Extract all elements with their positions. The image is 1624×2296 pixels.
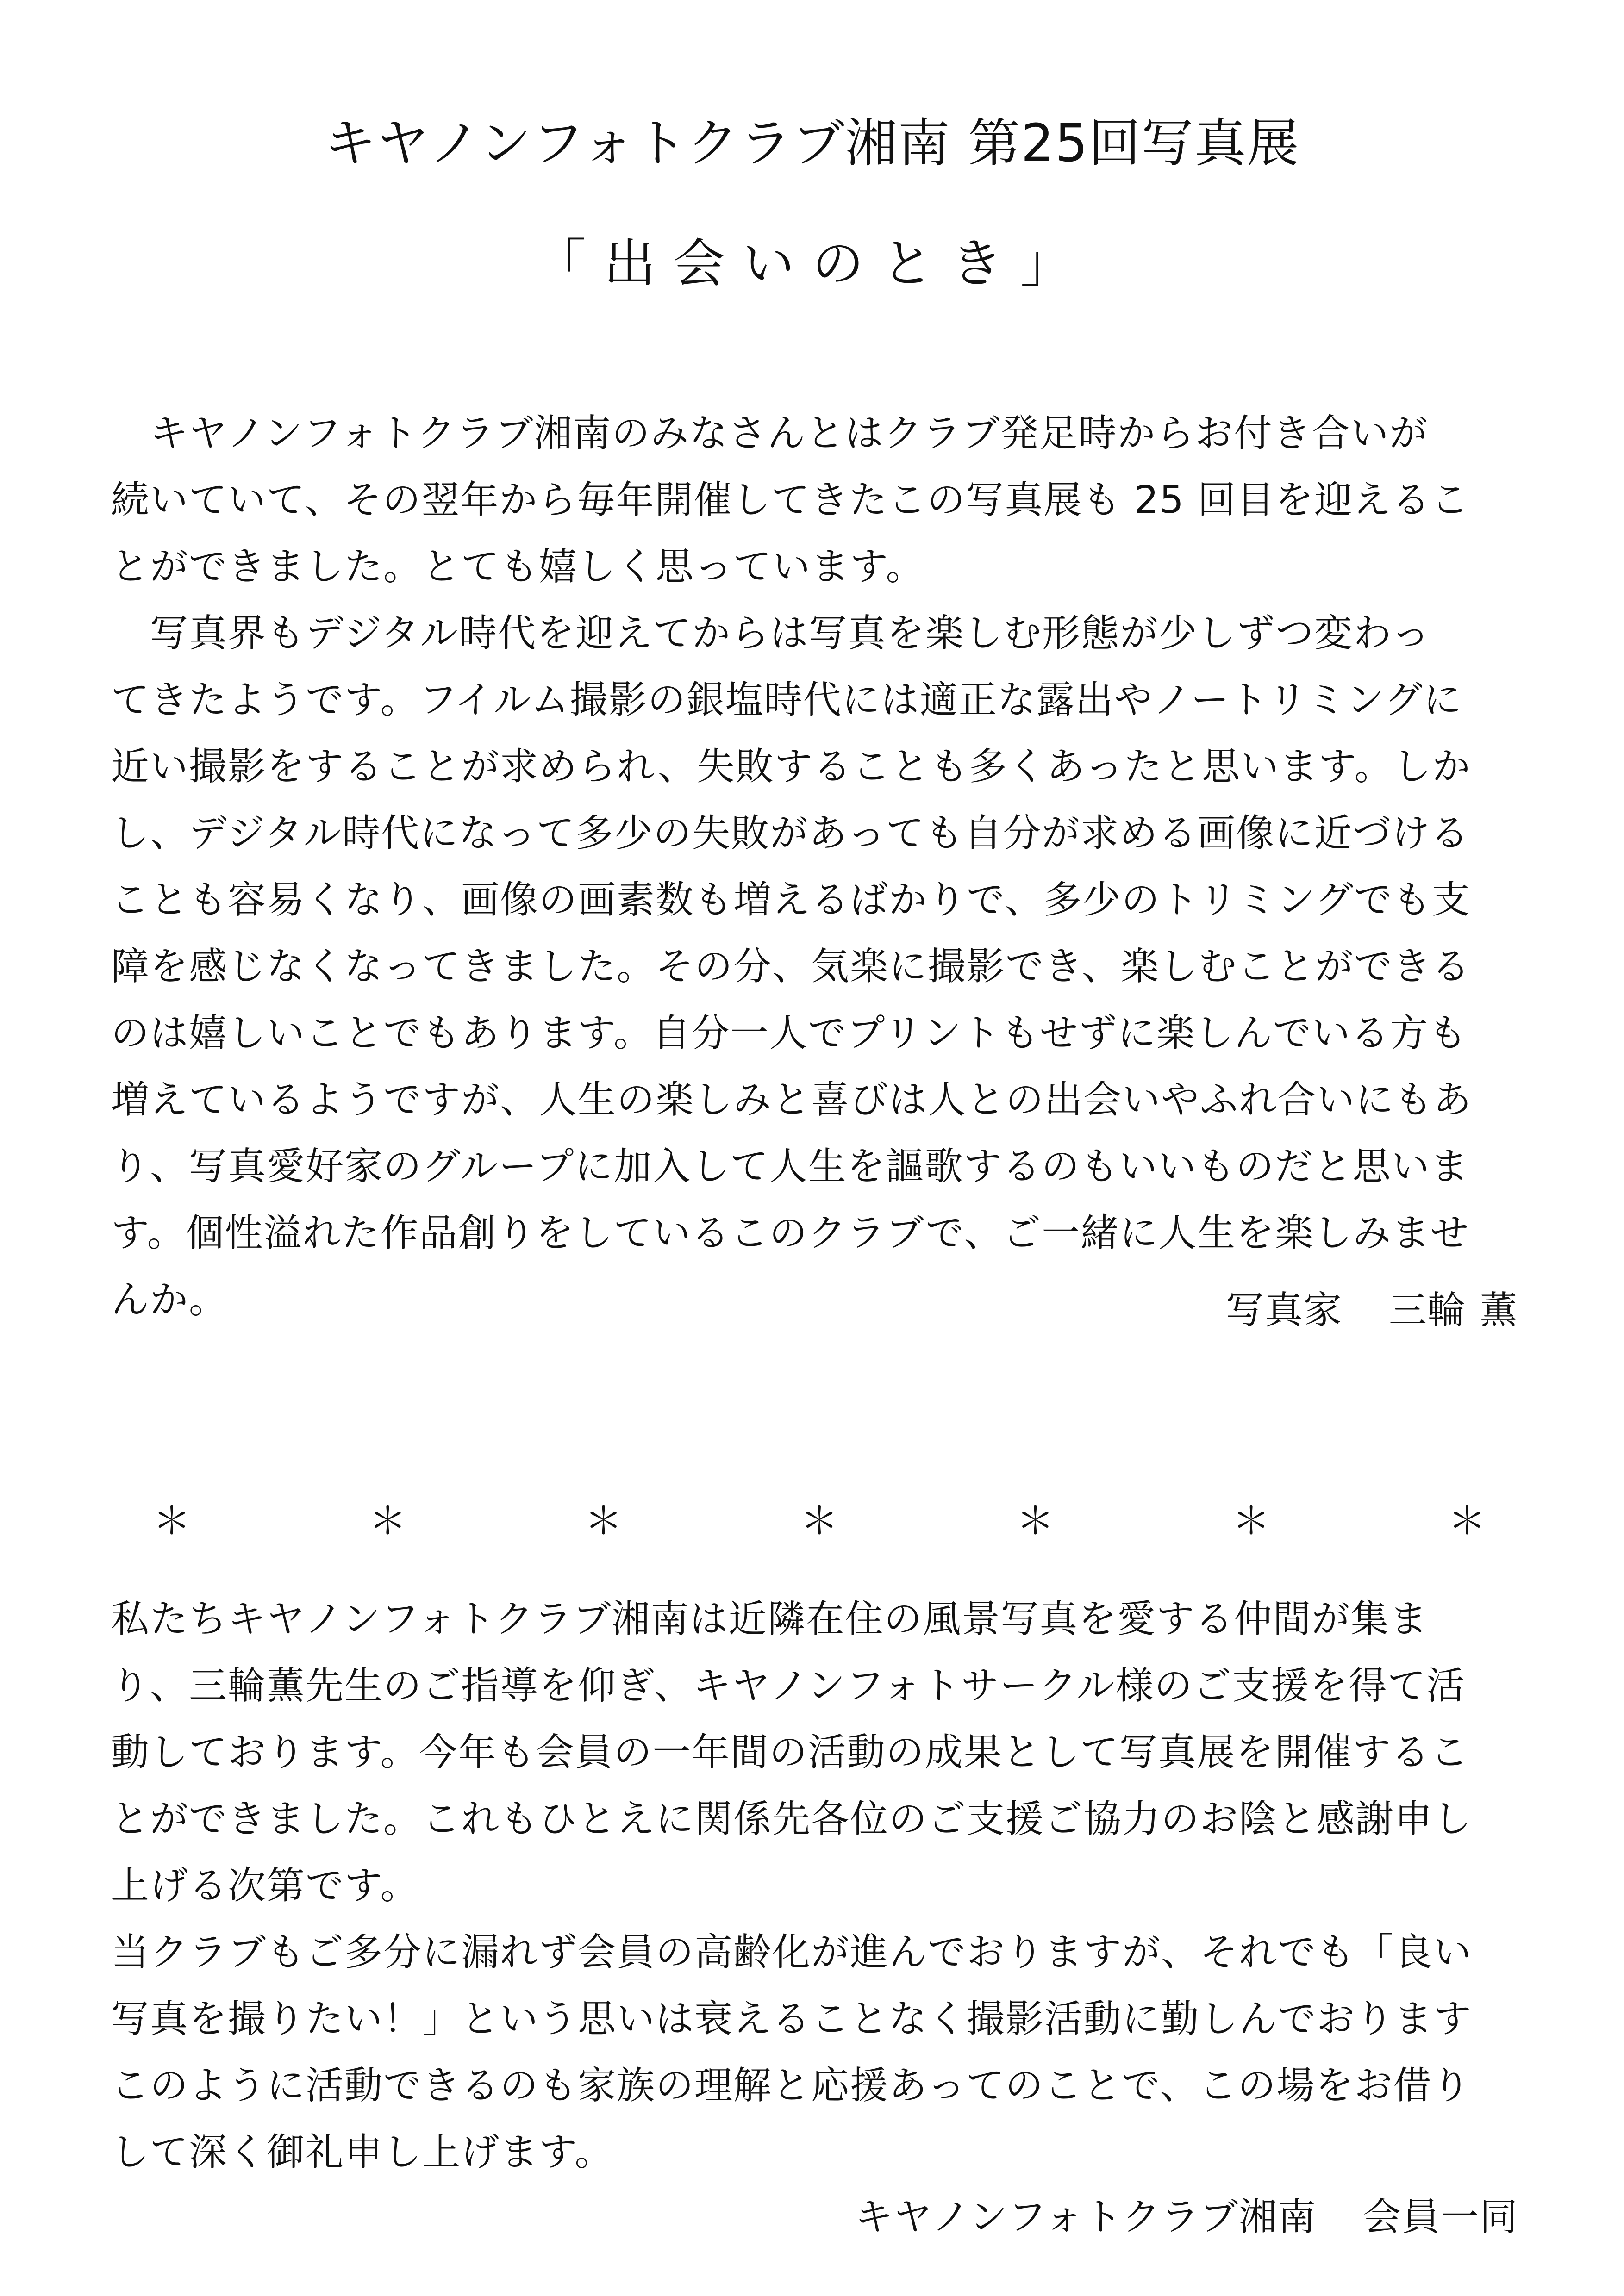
separator-mark: ＊ — [1232, 1499, 1270, 1543]
signature-members: 会員一同 — [1362, 2195, 1518, 2239]
text-line: して深く御礼申し上げます。 — [111, 2130, 614, 2174]
separator-mark: ＊ — [584, 1499, 623, 1543]
text-line: ことも容易くなり、画像の画素数も増えるばかりで、多少のトリミングでも支 — [111, 878, 1471, 922]
text-line: 当クラブもご多分に漏れず会員の高齢化が進んでおりますが、それでも「良い — [111, 1930, 1473, 1974]
club-message — [111, 1586, 1518, 2186]
text-line: 写真を撮りたい！」という思いは衰えることなく撮影活動に勤しんでおります — [111, 1997, 1473, 2041]
text-line: 近い撮影をすることが求められ、失敗することも多くあったと思います。しか — [111, 745, 1471, 789]
exhibition-subtitle: 「出会いのとき」 — [534, 234, 1090, 294]
text-line: 障を感じなくなってきました。その分、気楽に撮影でき、楽しむことができる — [111, 945, 1471, 989]
text-line: のは嬉しいことでもあります。自分一人でプリントもせずに楽しんでいる方も — [111, 1011, 1468, 1055]
club-signature — [855, 2184, 1518, 2251]
signature-org: キヤノンフォトクラブ湘南 — [855, 2195, 1317, 2239]
text-line: 増えているようですが、人生の楽しみと喜びは人との出会いやふれ合いにもあ — [111, 1078, 1473, 1122]
separator-mark: ＊ — [369, 1499, 407, 1543]
text-line: し、デジタル時代になって多少の失敗があっても自分が求める画像に近づける — [111, 811, 1470, 855]
text-line: このように活動できるのも家族の理解と応援あってのことで、この場をお借り — [111, 2064, 1471, 2108]
text-line: 動しております。今年も会員の一年間の活動の成果として写真展を開催するこ — [111, 1730, 1469, 1774]
text-line: 上げる次第です。 — [111, 1864, 419, 1908]
signature-name: 三輪 薫 — [1388, 1288, 1518, 1332]
text-line: 私たちキヤノンフォトクラブ湘南は近隣在住の風景写真を愛する仲間が集ま — [111, 1597, 1429, 1641]
page-title: キヤノンフォトクラブ湘南 第25回写真展 — [324, 113, 1300, 174]
separator-mark: ＊ — [153, 1499, 191, 1543]
signature-role: 写真家 — [1225, 1288, 1343, 1332]
text-line: り、三輪薫先生のご指導を仰ぎ、キヤノンフォトサークル様のご支援を得て活 — [111, 1664, 1466, 1708]
separator-mark: ＊ — [1016, 1499, 1055, 1543]
photographer-signature — [1226, 1277, 1518, 1344]
text-line: す。個性溢れた作品創りをしているこのクラブで、ご一緒に人生を楽しみませ — [111, 1211, 1470, 1255]
text-line: とができました。とても嬉しく思っています。 — [111, 545, 925, 589]
text-line: キヤノンフォトクラブ湘南のみなさんとはクラブ発足時からお付き合いが — [111, 411, 1429, 455]
separator-mark: ＊ — [800, 1499, 838, 1543]
text-line: てきたようです。フイルム撮影の銀塩時代には適正な露出やノートリミングに — [111, 678, 1462, 722]
text-line: 続いていて、その翌年から毎年開催してきたこの写真展も 25 回目を迎えるこ — [111, 478, 1470, 522]
text-line: り、写真愛好家のグループに加入して人生を謳歌するのもいいものだと思いま — [111, 1145, 1469, 1188]
text-line: とができました。これもひとえに関係先各位のご支援ご協力のお陰と感謝申し — [111, 1797, 1473, 1841]
text-line: んか。 — [111, 1278, 228, 1322]
text-line: 写真界もデジタル時代を迎えてからは写真を楽しむ形態が少しずつ変わっ — [111, 611, 1431, 655]
asterisk-separator — [153, 1488, 1486, 1555]
photographer-message — [111, 400, 1518, 1333]
separator-mark: ＊ — [1448, 1499, 1486, 1543]
